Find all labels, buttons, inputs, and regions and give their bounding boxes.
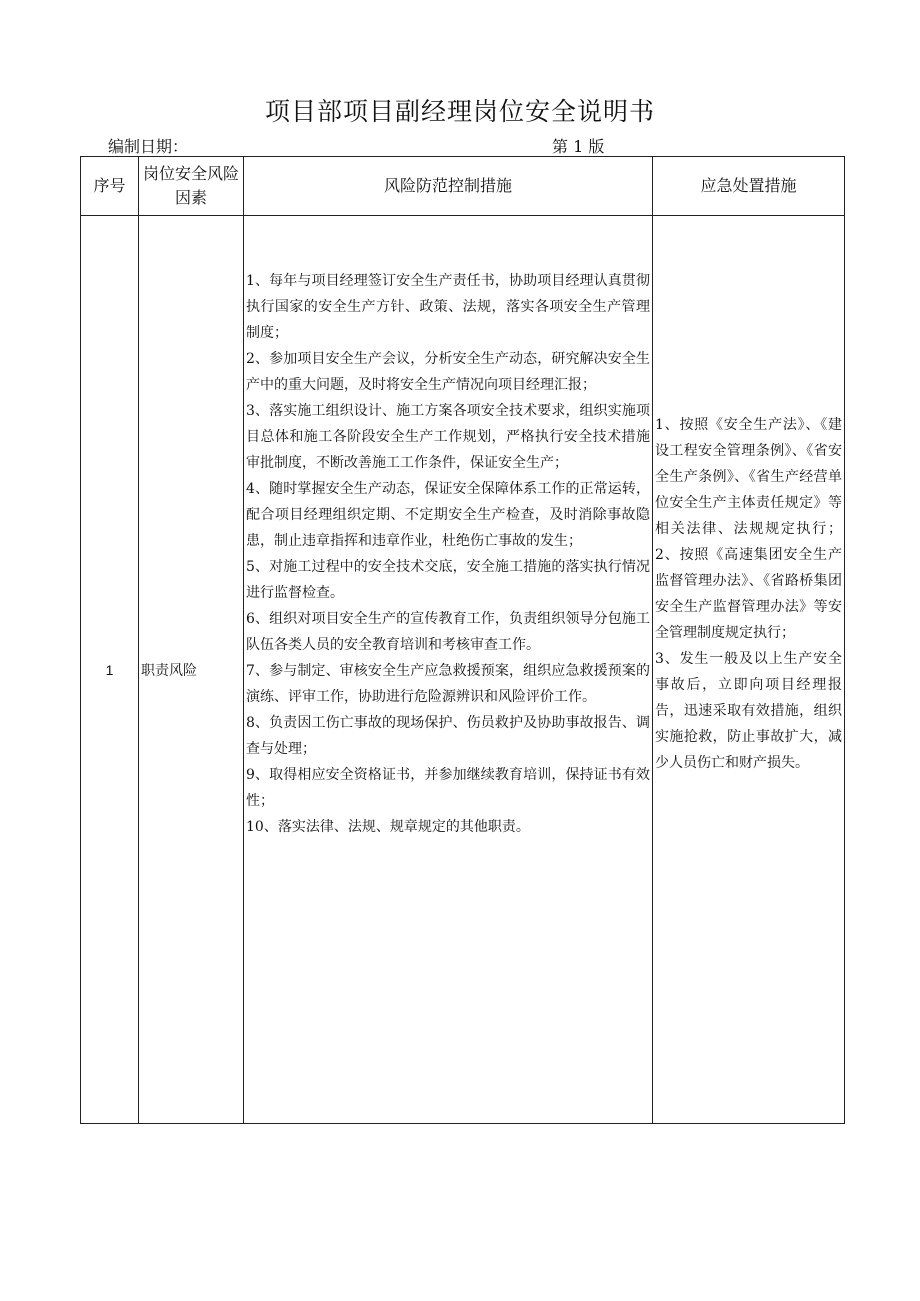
table-row <box>81 216 845 1124</box>
row-no: 1 <box>81 216 139 1124</box>
header-control-measures: 风险防范控制措施 <box>244 157 653 216</box>
control-measure-item: 6、组织对项目安全生产的宣传教育工作，负责组织领导分包施工队伍各类人员的安全教育培训和考核审查工作。 <box>246 611 650 653</box>
row-risk-factor: 职责风险 <box>139 216 244 1124</box>
row-emergency-measures <box>653 216 845 1124</box>
control-measure-item: 10、落实法律、法规、规章规定的其他职责。 <box>246 819 530 835</box>
control-measure-item: 7、参与制定、审核安全生产应急救援预案，组织应急救援预案的演练、评审工作，协助进行危险源辨识和风险评价工作。 <box>246 663 650 705</box>
version-label: 第 1 版 <box>552 137 605 156</box>
control-measure-item: 9、取得相应安全资格证书，并参加继续教育培训，保持证书有效性； <box>246 767 650 809</box>
control-measure-item: 3、落实施工组织设计、施工方案各项安全技术要求，组织实施项目总体和施工各阶段安全生产工作规划，严格执行安全技术措施审批制度，不断改善施工工作条件，保证安全生产； <box>246 403 650 471</box>
emergency-measure-item: 3、发生一般及以上生产安全事故后，立即向项目经理报告，迅速采取有效措施，组织实施抢救，防止事故扩大，减少人员伤亡和财产损失。 <box>655 651 842 771</box>
control-measure-item: 1、每年与项目经理签订安全生产责任书，协助项目经理认真贯彻执行国家的安全生产方针、政策、法规，落实各项安全生产管理制度； <box>246 273 650 341</box>
control-measure-item: 4、随时掌握安全生产动态，保证安全保障体系工作的正常运转，配合项目经理组织定期、不定期安全生产检查，及时消除事故隐患，制止违章指挥和违章作业，杜绝伤亡事故的发生； <box>246 481 650 549</box>
header-risk-factor: 岗位安全风险因素 <box>139 157 244 216</box>
control-measure-item: 5、对施工过程中的安全技术交底，安全施工措施的落实执行情况进行监督检查。 <box>246 559 650 601</box>
table-header-row <box>81 157 845 216</box>
control-measure-item: 8、负责因工伤亡事故的现场保护、伤员救护及协助事故报告、调查与处理； <box>246 715 650 757</box>
header-no: 序号 <box>81 157 139 216</box>
compile-date-label: 编制日期： <box>108 137 189 156</box>
safety-responsibility-table <box>80 156 845 1124</box>
header-emergency-measures: 应急处置措施 <box>653 157 845 216</box>
row-control-measures <box>244 216 653 1124</box>
emergency-measure-item: 1、按照《安全生产法》、《建设工程安全管理条例》、《省安全生产条例》、《省生产经营单位安全生产主体责任规定》等相关法律、法规规定执行；2、按照《高速集团安全生产监督管理办法》、《省路桥集团安全生产监督管理办法》等安全管理制度规定执行； <box>655 417 842 641</box>
document-title: 项目部项目副经理岗位安全说明书 <box>264 97 655 126</box>
control-measure-item: 2、参加项目安全生产会议，分析安全生产动态，研究解决安全生产中的重大问题，及时将安全生产情况向项目经理汇报； <box>246 351 650 393</box>
